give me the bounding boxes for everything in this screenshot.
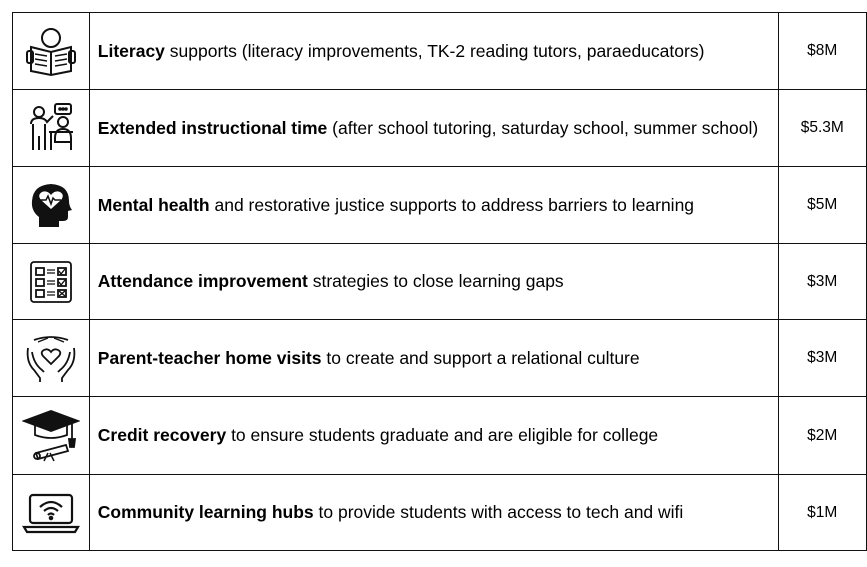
graduation-cap-icon (13, 409, 89, 463)
amount-cell: $3M (778, 320, 867, 397)
tutoring-teacher-icon (13, 102, 89, 154)
item-title: Literacy (97, 40, 165, 61)
item-description: to create and support a relational culture (321, 347, 640, 368)
description-cell (89, 167, 778, 244)
item-description: (after school tutoring, saturday school, summer school) (327, 117, 759, 138)
amount-cell: $1M (778, 475, 867, 551)
item-title: Attendance improvement (97, 271, 308, 291)
table-row (13, 244, 867, 320)
table-row (13, 475, 867, 551)
item-description: to provide students with access to tech and wifi (313, 502, 684, 522)
item-description: strategies to close learning gaps (307, 271, 564, 291)
amount-cell: $8M (778, 13, 867, 90)
item-title: Credit recovery (97, 425, 227, 445)
amount-cell: $3M (778, 244, 867, 320)
amount-cell: $2M (778, 397, 867, 475)
icon-cell (13, 320, 90, 397)
table-row (13, 167, 867, 244)
table-row (13, 320, 867, 397)
icon-cell (13, 167, 90, 244)
reading-book-icon (13, 25, 89, 77)
amount-cell: $5.3M (778, 90, 867, 167)
icon-cell (13, 244, 90, 320)
table-row (13, 90, 867, 167)
item-title: Extended instructional time (97, 117, 328, 138)
description-cell (89, 90, 778, 167)
icon-cell (13, 475, 90, 551)
laptop-wifi-icon (13, 491, 89, 535)
funding-table-wrapper (12, 12, 867, 551)
head-heart-icon (13, 179, 89, 231)
table-row (13, 13, 867, 90)
hands-heart-icon (13, 332, 89, 384)
icon-cell (13, 397, 90, 475)
amount-cell: $5M (778, 167, 867, 244)
table-row (13, 397, 867, 475)
item-title: Mental health (97, 194, 210, 215)
item-description: and restorative justice supports to address barriers to learning (209, 194, 695, 215)
item-description: to ensure students graduate and are eligible for college (226, 425, 659, 445)
description-cell (89, 320, 778, 397)
item-description: supports (literacy improvements, TK-2 reading tutors, paraeducators) (164, 40, 705, 61)
item-title: Community learning hubs (97, 502, 314, 522)
description-cell (89, 475, 778, 551)
funding-table (12, 12, 867, 551)
description-cell (89, 13, 778, 90)
checklist-icon (13, 259, 89, 305)
description-cell (89, 244, 778, 320)
item-title: Parent-teacher home visits (97, 347, 322, 368)
icon-cell (13, 13, 90, 90)
description-cell (89, 397, 778, 475)
icon-cell (13, 90, 90, 167)
